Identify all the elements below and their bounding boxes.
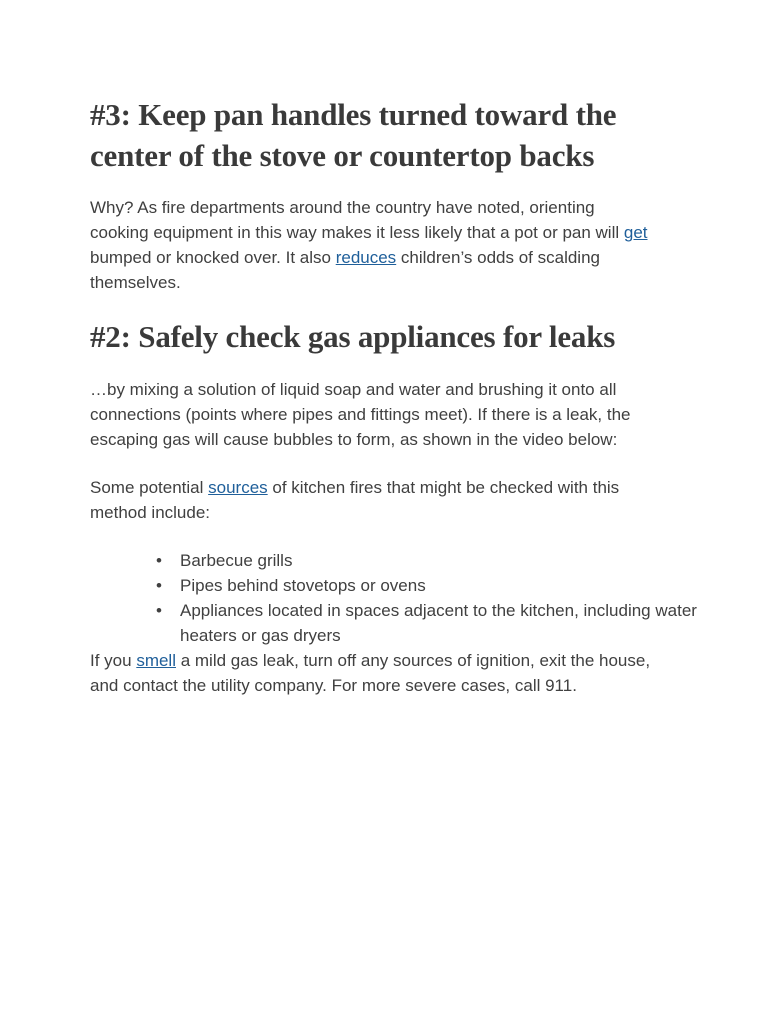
bullet-icon: • xyxy=(156,601,162,620)
paragraph-soap-solution: …by mixing a solution of liquid soap and water and brushing it onto all connections (points where pipes and fittings meet). If there is a leak, the escaping gas will cause bubbles to form, as shown in the video below: xyxy=(90,380,631,449)
paragraph-text: bumped or knocked over. It also xyxy=(90,248,336,267)
paragraph-sources xyxy=(90,475,680,525)
link-get[interactable]: get xyxy=(623,223,648,242)
list-item xyxy=(156,548,700,573)
link-sources[interactable]: sources xyxy=(208,478,268,497)
link-smell[interactable]: smell xyxy=(136,651,176,670)
bullet-icon: • xyxy=(156,551,162,570)
list-item xyxy=(156,598,700,648)
sources-list xyxy=(90,548,700,648)
link-reduces[interactable]: reduces xyxy=(335,248,397,267)
bullet-icon: • xyxy=(156,576,162,595)
paragraph-tip-3 xyxy=(90,195,650,295)
paragraph-text: a mild gas leak, turn off any sources of ignition, exit the house, and contact the utility company. For more severe cases, call 911. xyxy=(90,651,651,695)
heading-tip-3: #3: Keep pan handles turned toward the center of the stove or countertop backs xyxy=(90,97,617,173)
heading-tip-2: #2: Safely check gas appliances for leaks xyxy=(90,319,616,354)
list-item-text: Pipes behind stovetops or ovens xyxy=(180,576,426,595)
paragraph-text: Why? As fire departments around the country have noted, orienting cooking equipment in this way makes it less likely that a pot or pan will xyxy=(90,198,624,242)
list-item-text: Barbecue grills xyxy=(180,551,293,570)
paragraph-text: of kitchen fires that might be checked with this method include: xyxy=(90,478,620,522)
list-item xyxy=(156,573,700,598)
paragraph-text: children’s odds of scalding themselves. xyxy=(90,248,600,292)
paragraph-gas-leak-action xyxy=(90,648,680,698)
paragraph-text: If you xyxy=(90,651,137,670)
paragraph-text: Some potential xyxy=(90,478,209,497)
list-item-text: Appliances located in spaces adjacent to the kitchen, including water heaters or gas dryers xyxy=(180,601,697,645)
